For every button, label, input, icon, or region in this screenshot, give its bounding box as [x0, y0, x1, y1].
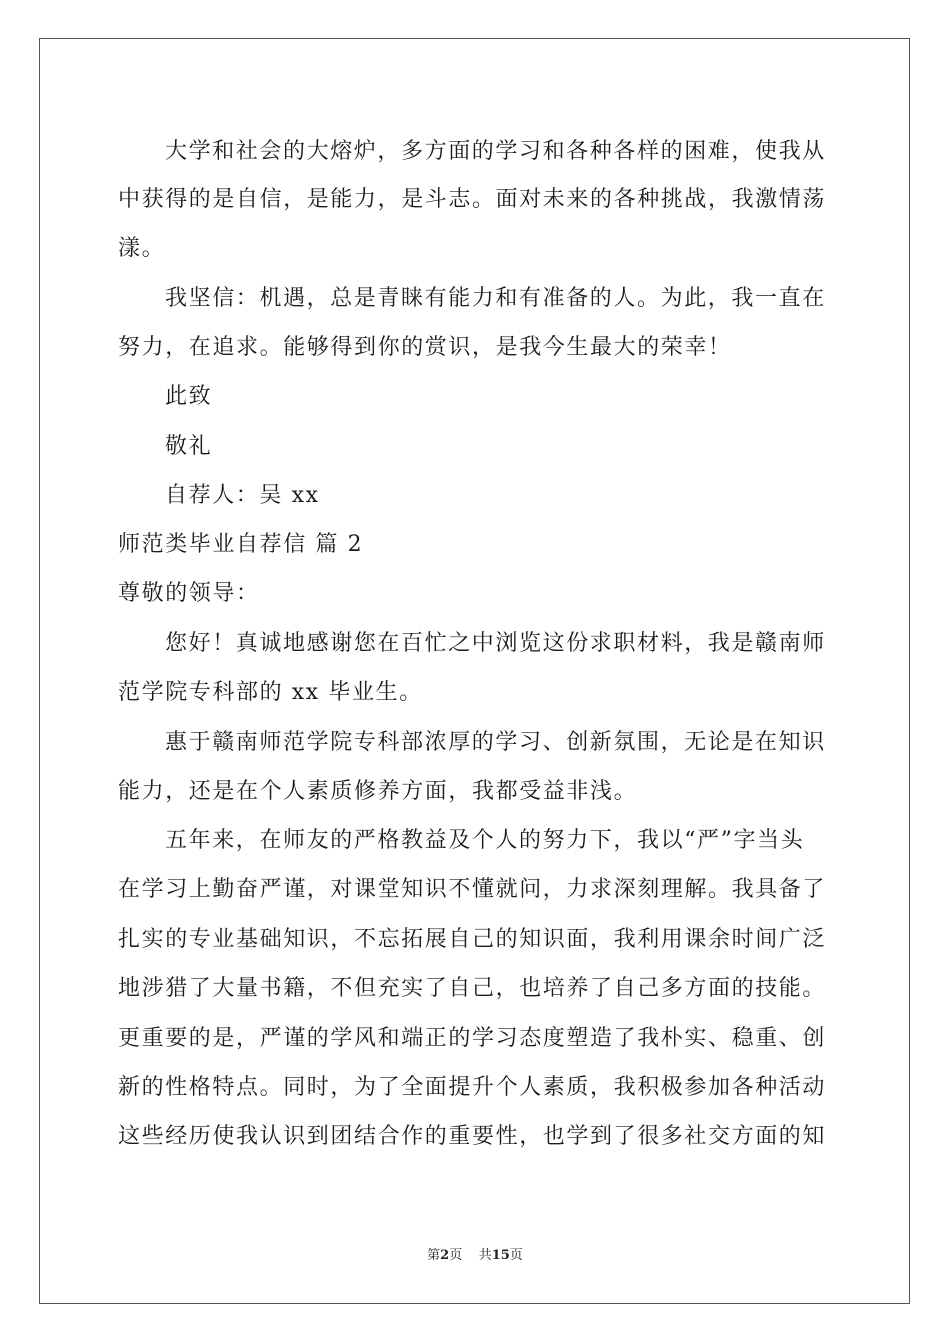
paragraph-line: 我坚信：机遇，总是青睐有能力和有准备的人。为此，我一直在 [165, 286, 826, 311]
page-footer [0, 1247, 950, 1265]
greeting: 尊敬的领导： [118, 581, 260, 606]
page-suffix: 页 [449, 1248, 463, 1263]
paragraph-line: 五年来，在师友的严格教益及个人的努力下，我以“严”字当头 [165, 828, 805, 853]
paragraph-line: 努力，在追求。能够得到你的赏识，是我今生最大的荣幸！ [118, 335, 732, 360]
paragraph-line: 中获得的是自信，是能力，是斗志。面对未来的各种挑战，我激情荡 [118, 187, 827, 212]
paragraph-line: 您好！真诚地感谢您在百忙之中浏览这份求职材料，我是赣南师 [165, 631, 826, 656]
paragraph-line: 更重要的是，严谨的学风和端正的学习态度塑造了我朴实、稳重、创 [118, 1026, 827, 1051]
page-border [39, 38, 910, 1304]
paragraph-line: 地涉猎了大量书籍，不但充实了自己，也培养了自己多方面的技能。 [118, 976, 827, 1001]
total-suffix: 页 [509, 1248, 523, 1263]
total-prefix: 共 [478, 1248, 492, 1263]
page-prefix: 第 [427, 1248, 441, 1263]
paragraph-line: 新的性格特点。同时，为了全面提升个人素质，我积极参加各种活动 [118, 1075, 827, 1100]
closing-salutation: 此致 [165, 384, 213, 409]
paragraph-line: 能力，还是在个人素质修养方面，我都受益非浅。 [118, 779, 638, 804]
paragraph-line: 这些经历使我认识到团结合作的重要性，也学到了很多社交方面的知 [118, 1124, 827, 1149]
paragraph-line: 大学和社会的大熔炉，多方面的学习和各种各样的困难，使我从 [165, 139, 826, 164]
signature-line: 自荐人：吴 xx [165, 483, 320, 508]
paragraph-line: 漾。 [118, 236, 166, 261]
paragraph-line: 在学习上勤奋严谨，对课堂知识不懂就问，力求深刻理解。我具备了 [118, 877, 827, 902]
paragraph-line: 范学院专科部的 xx 毕业生。 [118, 680, 423, 705]
paragraph-line: 扎实的专业基础知识，不忘拓展自己的知识面，我利用课余时间广泛 [118, 927, 827, 952]
total-pages: 15 [491, 1248, 510, 1263]
section-title: 师范类毕业自荐信 篇 2 [118, 532, 364, 557]
closing-regards: 敬礼 [165, 434, 213, 459]
page-number: 2 [440, 1248, 450, 1263]
paragraph-line: 惠于赣南师范学院专科部浓厚的学习、创新氛围，无论是在知识 [165, 730, 826, 755]
